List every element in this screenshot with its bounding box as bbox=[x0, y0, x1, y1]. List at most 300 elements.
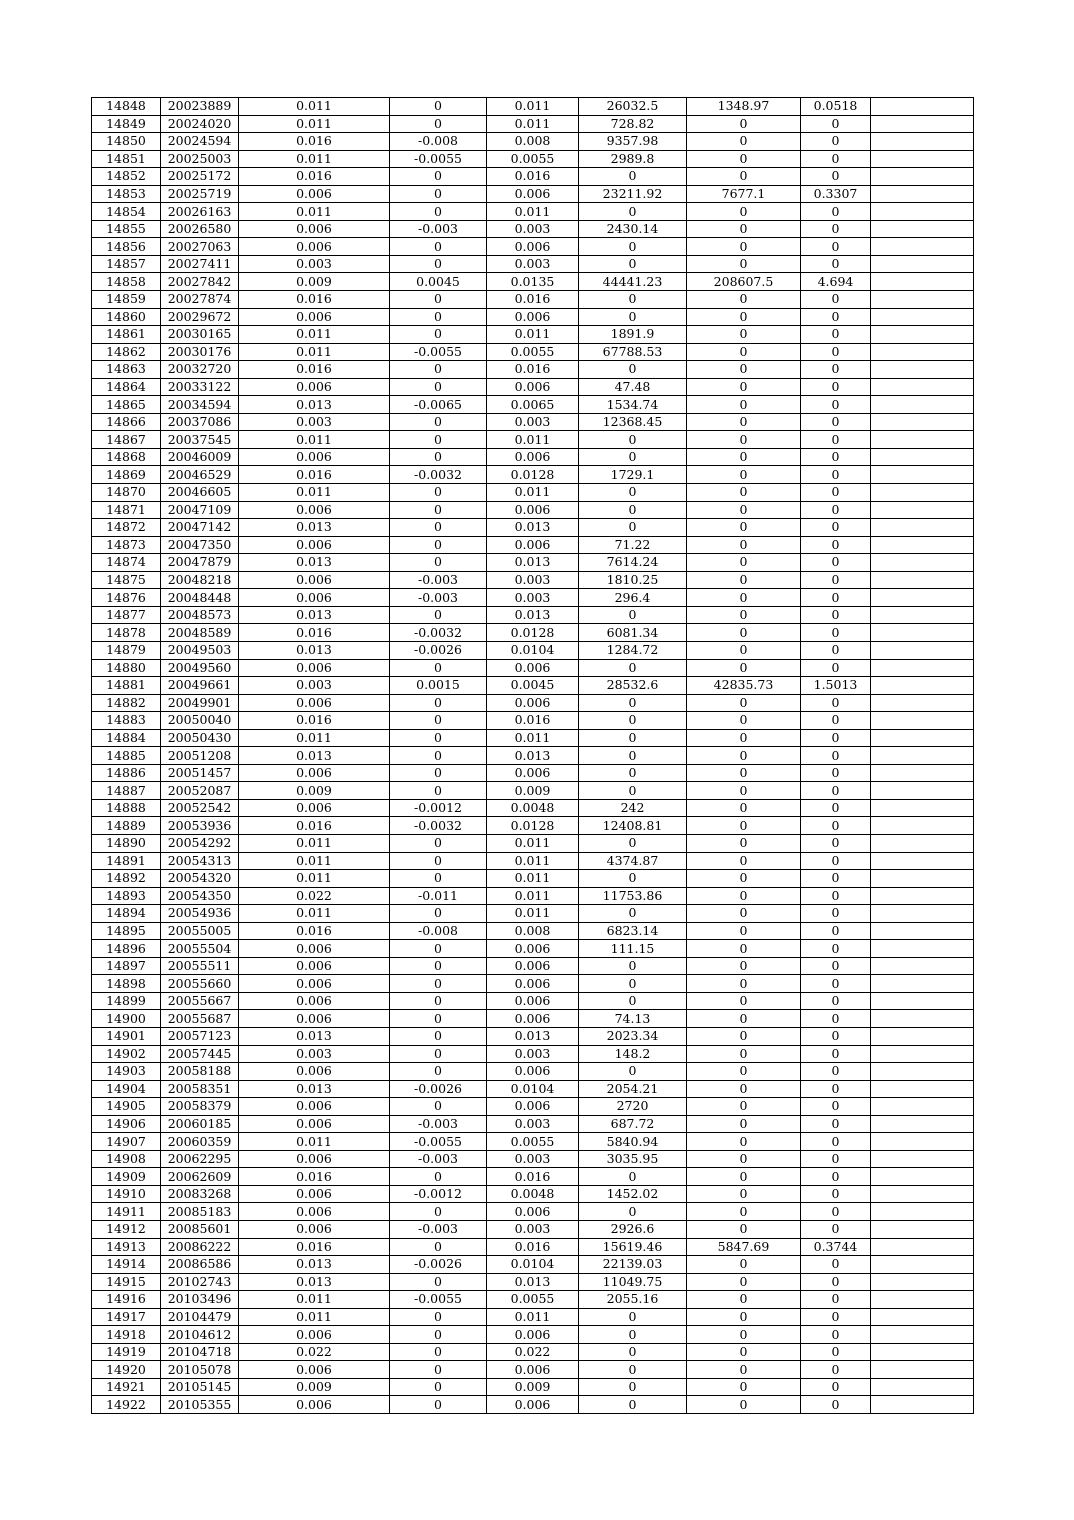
amount-b-cell: 0 bbox=[687, 1045, 801, 1063]
value-b-cell: 0 bbox=[390, 782, 487, 800]
row-index-cell: 14911 bbox=[92, 1203, 161, 1221]
value-c-cell: 0.016 bbox=[487, 168, 579, 186]
value-a-cell: 0.011 bbox=[239, 1291, 390, 1309]
row-index-cell: 14890 bbox=[92, 834, 161, 852]
value-b-cell: -0.0032 bbox=[390, 817, 487, 835]
amount-cell: 0 bbox=[579, 975, 687, 993]
amount-b-cell: 0 bbox=[687, 571, 801, 589]
value-a-cell: 0.006 bbox=[239, 1203, 390, 1221]
row-index-cell: 14866 bbox=[92, 413, 161, 431]
empty-cell bbox=[871, 694, 974, 712]
value-c-cell: 0.016 bbox=[487, 361, 579, 379]
amount-cell: 2054.21 bbox=[579, 1080, 687, 1098]
value-c-cell: 0.0128 bbox=[487, 817, 579, 835]
value-c-cell: 0.0055 bbox=[487, 150, 579, 168]
value-b-cell: 0 bbox=[390, 712, 487, 730]
row-index-cell: 14875 bbox=[92, 571, 161, 589]
amount-b-cell: 0 bbox=[687, 378, 801, 396]
ratio-cell: 0 bbox=[801, 133, 871, 151]
empty-cell bbox=[871, 255, 974, 273]
value-a-cell: 0.011 bbox=[239, 343, 390, 361]
amount-b-cell: 0 bbox=[687, 291, 801, 309]
ratio-cell: 0 bbox=[801, 1378, 871, 1396]
id-cell: 20055660 bbox=[161, 975, 239, 993]
value-a-cell: 0.006 bbox=[239, 220, 390, 238]
empty-cell bbox=[871, 448, 974, 466]
table-row bbox=[92, 975, 974, 993]
empty-cell bbox=[871, 220, 974, 238]
amount-b-cell: 0 bbox=[687, 1203, 801, 1221]
amount-b-cell: 0 bbox=[687, 764, 801, 782]
value-c-cell: 0.013 bbox=[487, 747, 579, 765]
empty-cell bbox=[871, 799, 974, 817]
row-index-cell: 14863 bbox=[92, 361, 161, 379]
amount-cell: 28532.6 bbox=[579, 677, 687, 695]
table-row bbox=[92, 606, 974, 624]
empty-cell bbox=[871, 326, 974, 344]
ratio-cell: 0 bbox=[801, 992, 871, 1010]
value-a-cell: 0.016 bbox=[239, 1168, 390, 1186]
empty-cell bbox=[871, 115, 974, 133]
id-cell: 20058351 bbox=[161, 1080, 239, 1098]
id-cell: 20086586 bbox=[161, 1256, 239, 1274]
value-c-cell: 0.003 bbox=[487, 571, 579, 589]
amount-cell: 11753.86 bbox=[579, 887, 687, 905]
amount-cell: 0 bbox=[579, 501, 687, 519]
value-c-cell: 0.0045 bbox=[487, 677, 579, 695]
id-cell: 20030176 bbox=[161, 343, 239, 361]
table-row bbox=[92, 1080, 974, 1098]
value-c-cell: 0.011 bbox=[487, 431, 579, 449]
id-cell: 20103496 bbox=[161, 1291, 239, 1309]
value-c-cell: 0.006 bbox=[487, 1326, 579, 1344]
empty-cell bbox=[871, 905, 974, 923]
value-a-cell: 0.003 bbox=[239, 413, 390, 431]
table-row bbox=[92, 519, 974, 537]
row-index-cell: 14852 bbox=[92, 168, 161, 186]
empty-cell bbox=[871, 817, 974, 835]
value-c-cell: 0.0135 bbox=[487, 273, 579, 291]
value-a-cell: 0.016 bbox=[239, 291, 390, 309]
empty-cell bbox=[871, 308, 974, 326]
value-b-cell: 0 bbox=[390, 448, 487, 466]
value-b-cell: -0.0032 bbox=[390, 466, 487, 484]
amount-cell: 0 bbox=[579, 729, 687, 747]
id-cell: 20104612 bbox=[161, 1326, 239, 1344]
id-cell: 20048589 bbox=[161, 624, 239, 642]
amount-b-cell: 0 bbox=[687, 940, 801, 958]
value-b-cell: 0 bbox=[390, 308, 487, 326]
empty-cell bbox=[871, 484, 974, 502]
table-row bbox=[92, 957, 974, 975]
value-a-cell: 0.006 bbox=[239, 378, 390, 396]
table-row bbox=[92, 992, 974, 1010]
empty-cell bbox=[871, 606, 974, 624]
value-b-cell: -0.003 bbox=[390, 1150, 487, 1168]
row-index-cell: 14848 bbox=[92, 98, 161, 116]
ratio-cell: 1.5013 bbox=[801, 677, 871, 695]
value-b-cell: 0 bbox=[390, 747, 487, 765]
amount-cell: 0 bbox=[579, 255, 687, 273]
ratio-cell: 0 bbox=[801, 799, 871, 817]
ratio-cell: 0 bbox=[801, 887, 871, 905]
row-index-cell: 14902 bbox=[92, 1045, 161, 1063]
empty-cell bbox=[871, 413, 974, 431]
table-row bbox=[92, 1326, 974, 1344]
table-row bbox=[92, 98, 974, 116]
value-b-cell: 0 bbox=[390, 870, 487, 888]
row-index-cell: 14919 bbox=[92, 1343, 161, 1361]
table-row bbox=[92, 887, 974, 905]
table-row bbox=[92, 905, 974, 923]
value-c-cell: 0.0128 bbox=[487, 466, 579, 484]
ratio-cell: 0 bbox=[801, 782, 871, 800]
value-c-cell: 0.006 bbox=[487, 238, 579, 256]
value-a-cell: 0.013 bbox=[239, 1256, 390, 1274]
value-b-cell: -0.0026 bbox=[390, 1080, 487, 1098]
id-cell: 20057445 bbox=[161, 1045, 239, 1063]
amount-b-cell: 0 bbox=[687, 343, 801, 361]
id-cell: 20054292 bbox=[161, 834, 239, 852]
value-a-cell: 0.016 bbox=[239, 361, 390, 379]
amount-b-cell: 0 bbox=[687, 1185, 801, 1203]
row-index-cell: 14887 bbox=[92, 782, 161, 800]
ratio-cell: 0 bbox=[801, 659, 871, 677]
amount-cell: 0 bbox=[579, 448, 687, 466]
row-index-cell: 14879 bbox=[92, 641, 161, 659]
empty-cell bbox=[871, 519, 974, 537]
row-index-cell: 14854 bbox=[92, 203, 161, 221]
table-row bbox=[92, 1361, 974, 1379]
empty-cell bbox=[871, 238, 974, 256]
row-index-cell: 14897 bbox=[92, 957, 161, 975]
value-a-cell: 0.013 bbox=[239, 747, 390, 765]
table-row bbox=[92, 203, 974, 221]
empty-cell bbox=[871, 1185, 974, 1203]
amount-b-cell: 0 bbox=[687, 1361, 801, 1379]
amount-cell: 1891.9 bbox=[579, 326, 687, 344]
value-a-cell: 0.006 bbox=[239, 1010, 390, 1028]
id-cell: 20051457 bbox=[161, 764, 239, 782]
empty-cell bbox=[871, 185, 974, 203]
value-c-cell: 0.003 bbox=[487, 255, 579, 273]
value-c-cell: 0.006 bbox=[487, 992, 579, 1010]
ratio-cell: 0 bbox=[801, 694, 871, 712]
value-b-cell: 0 bbox=[390, 501, 487, 519]
empty-cell bbox=[871, 1080, 974, 1098]
amount-cell: 296.4 bbox=[579, 589, 687, 607]
ratio-cell: 0 bbox=[801, 905, 871, 923]
empty-cell bbox=[871, 361, 974, 379]
amount-cell: 0 bbox=[579, 203, 687, 221]
table-row bbox=[92, 1273, 974, 1291]
empty-cell bbox=[871, 729, 974, 747]
row-index-cell: 14892 bbox=[92, 870, 161, 888]
row-index-cell: 14873 bbox=[92, 536, 161, 554]
id-cell: 20062295 bbox=[161, 1150, 239, 1168]
value-a-cell: 0.011 bbox=[239, 1133, 390, 1151]
ratio-cell: 0 bbox=[801, 326, 871, 344]
table-row bbox=[92, 396, 974, 414]
value-a-cell: 0.011 bbox=[239, 484, 390, 502]
table-row bbox=[92, 1098, 974, 1116]
id-cell: 20047350 bbox=[161, 536, 239, 554]
table-row bbox=[92, 536, 974, 554]
value-a-cell: 0.006 bbox=[239, 571, 390, 589]
table-row bbox=[92, 747, 974, 765]
amount-b-cell: 0 bbox=[687, 361, 801, 379]
ratio-cell: 0 bbox=[801, 554, 871, 572]
ratio-cell: 0 bbox=[801, 624, 871, 642]
row-index-cell: 14895 bbox=[92, 922, 161, 940]
row-index-cell: 14858 bbox=[92, 273, 161, 291]
value-a-cell: 0.013 bbox=[239, 1080, 390, 1098]
table-row bbox=[92, 712, 974, 730]
row-index-cell: 14907 bbox=[92, 1133, 161, 1151]
amount-b-cell: 0 bbox=[687, 1010, 801, 1028]
empty-cell bbox=[871, 1291, 974, 1309]
table-row bbox=[92, 466, 974, 484]
amount-cell: 0 bbox=[579, 834, 687, 852]
value-c-cell: 0.011 bbox=[487, 203, 579, 221]
value-a-cell: 0.016 bbox=[239, 712, 390, 730]
value-c-cell: 0.013 bbox=[487, 606, 579, 624]
ratio-cell: 0 bbox=[801, 291, 871, 309]
amount-cell: 0 bbox=[579, 712, 687, 730]
value-c-cell: 0.006 bbox=[487, 1098, 579, 1116]
id-cell: 20085183 bbox=[161, 1203, 239, 1221]
value-a-cell: 0.006 bbox=[239, 1185, 390, 1203]
amount-cell: 6081.34 bbox=[579, 624, 687, 642]
amount-b-cell: 0 bbox=[687, 834, 801, 852]
table-row bbox=[92, 238, 974, 256]
id-cell: 20052087 bbox=[161, 782, 239, 800]
table-row bbox=[92, 1150, 974, 1168]
value-a-cell: 0.013 bbox=[239, 641, 390, 659]
ratio-cell: 0.3307 bbox=[801, 185, 871, 203]
empty-cell bbox=[871, 554, 974, 572]
value-a-cell: 0.006 bbox=[239, 940, 390, 958]
empty-cell bbox=[871, 273, 974, 291]
row-index-cell: 14898 bbox=[92, 975, 161, 993]
amount-cell: 5840.94 bbox=[579, 1133, 687, 1151]
ratio-cell: 0 bbox=[801, 975, 871, 993]
row-index-cell: 14883 bbox=[92, 712, 161, 730]
id-cell: 20052542 bbox=[161, 799, 239, 817]
amount-b-cell: 0 bbox=[687, 957, 801, 975]
row-index-cell: 14849 bbox=[92, 115, 161, 133]
ratio-cell: 0 bbox=[801, 571, 871, 589]
table-row bbox=[92, 413, 974, 431]
amount-b-cell: 0 bbox=[687, 255, 801, 273]
id-cell: 20026163 bbox=[161, 203, 239, 221]
value-b-cell: 0 bbox=[390, 764, 487, 782]
amount-cell: 0 bbox=[579, 1378, 687, 1396]
row-index-cell: 14915 bbox=[92, 1273, 161, 1291]
value-a-cell: 0.011 bbox=[239, 150, 390, 168]
value-b-cell: 0 bbox=[390, 940, 487, 958]
table-row bbox=[92, 1291, 974, 1309]
amount-b-cell: 0 bbox=[687, 975, 801, 993]
value-b-cell: 0 bbox=[390, 291, 487, 309]
value-a-cell: 0.009 bbox=[239, 1378, 390, 1396]
value-c-cell: 0.009 bbox=[487, 782, 579, 800]
empty-cell bbox=[871, 343, 974, 361]
table-row bbox=[92, 641, 974, 659]
row-index-cell: 14851 bbox=[92, 150, 161, 168]
id-cell: 20060359 bbox=[161, 1133, 239, 1151]
value-c-cell: 0.0055 bbox=[487, 1133, 579, 1151]
id-cell: 20047879 bbox=[161, 554, 239, 572]
value-b-cell: 0 bbox=[390, 1326, 487, 1344]
row-index-cell: 14861 bbox=[92, 326, 161, 344]
amount-cell: 0 bbox=[579, 1343, 687, 1361]
ratio-cell: 0 bbox=[801, 1326, 871, 1344]
value-b-cell: -0.011 bbox=[390, 887, 487, 905]
id-cell: 20050430 bbox=[161, 729, 239, 747]
value-a-cell: 0.006 bbox=[239, 799, 390, 817]
value-c-cell: 0.008 bbox=[487, 922, 579, 940]
row-index-cell: 14884 bbox=[92, 729, 161, 747]
value-a-cell: 0.016 bbox=[239, 466, 390, 484]
row-index-cell: 14872 bbox=[92, 519, 161, 537]
amount-cell: 0 bbox=[579, 1168, 687, 1186]
value-b-cell: 0 bbox=[390, 1168, 487, 1186]
ratio-cell: 0 bbox=[801, 431, 871, 449]
table-row bbox=[92, 1185, 974, 1203]
amount-cell: 0 bbox=[579, 659, 687, 677]
table-row bbox=[92, 834, 974, 852]
id-cell: 20085601 bbox=[161, 1221, 239, 1239]
ratio-cell: 0 bbox=[801, 1063, 871, 1081]
row-index-cell: 14856 bbox=[92, 238, 161, 256]
amount-cell: 0 bbox=[579, 1396, 687, 1414]
value-b-cell: 0 bbox=[390, 484, 487, 502]
value-c-cell: 0.011 bbox=[487, 326, 579, 344]
table-row bbox=[92, 1027, 974, 1045]
table-row bbox=[92, 1115, 974, 1133]
id-cell: 20054936 bbox=[161, 905, 239, 923]
row-index-cell: 14889 bbox=[92, 817, 161, 835]
row-index-cell: 14891 bbox=[92, 852, 161, 870]
table-body bbox=[92, 98, 974, 1414]
value-c-cell: 0.006 bbox=[487, 378, 579, 396]
id-cell: 20049661 bbox=[161, 677, 239, 695]
empty-cell bbox=[871, 133, 974, 151]
id-cell: 20025003 bbox=[161, 150, 239, 168]
value-b-cell: 0 bbox=[390, 1045, 487, 1063]
amount-cell: 0 bbox=[579, 1326, 687, 1344]
value-c-cell: 0.011 bbox=[487, 905, 579, 923]
amount-cell: 44441.23 bbox=[579, 273, 687, 291]
id-cell: 20105355 bbox=[161, 1396, 239, 1414]
value-b-cell: 0 bbox=[390, 203, 487, 221]
id-cell: 20026580 bbox=[161, 220, 239, 238]
amount-cell: 0 bbox=[579, 519, 687, 537]
value-c-cell: 0.0104 bbox=[487, 1256, 579, 1274]
value-b-cell: 0 bbox=[390, 98, 487, 116]
value-a-cell: 0.016 bbox=[239, 817, 390, 835]
ratio-cell: 0 bbox=[801, 1168, 871, 1186]
table-row bbox=[92, 150, 974, 168]
table-row bbox=[92, 1238, 974, 1256]
value-c-cell: 0.006 bbox=[487, 185, 579, 203]
ratio-cell: 0 bbox=[801, 343, 871, 361]
value-b-cell: 0 bbox=[390, 957, 487, 975]
value-c-cell: 0.006 bbox=[487, 694, 579, 712]
amount-cell: 111.15 bbox=[579, 940, 687, 958]
table-row bbox=[92, 870, 974, 888]
empty-cell bbox=[871, 1115, 974, 1133]
ratio-cell: 0 bbox=[801, 361, 871, 379]
value-a-cell: 0.011 bbox=[239, 852, 390, 870]
amount-b-cell: 1348.97 bbox=[687, 98, 801, 116]
id-cell: 20058188 bbox=[161, 1063, 239, 1081]
value-b-cell: 0 bbox=[390, 1308, 487, 1326]
amount-b-cell: 0 bbox=[687, 1133, 801, 1151]
ratio-cell: 0 bbox=[801, 536, 871, 554]
amount-cell: 22139.03 bbox=[579, 1256, 687, 1274]
ratio-cell: 0 bbox=[801, 834, 871, 852]
value-a-cell: 0.011 bbox=[239, 905, 390, 923]
value-c-cell: 0.0055 bbox=[487, 343, 579, 361]
ratio-cell: 0 bbox=[801, 1185, 871, 1203]
empty-cell bbox=[871, 782, 974, 800]
id-cell: 20105145 bbox=[161, 1378, 239, 1396]
value-c-cell: 0.013 bbox=[487, 1273, 579, 1291]
value-b-cell: -0.003 bbox=[390, 1115, 487, 1133]
row-index-cell: 14877 bbox=[92, 606, 161, 624]
value-b-cell: 0 bbox=[390, 326, 487, 344]
id-cell: 20083268 bbox=[161, 1185, 239, 1203]
data-table bbox=[91, 97, 974, 1414]
table-row bbox=[92, 291, 974, 309]
row-index-cell: 14894 bbox=[92, 905, 161, 923]
row-index-cell: 14921 bbox=[92, 1378, 161, 1396]
amount-b-cell: 0 bbox=[687, 729, 801, 747]
empty-cell bbox=[871, 957, 974, 975]
empty-cell bbox=[871, 431, 974, 449]
row-index-cell: 14888 bbox=[92, 799, 161, 817]
value-a-cell: 0.011 bbox=[239, 431, 390, 449]
empty-cell bbox=[871, 1133, 974, 1151]
id-cell: 20104718 bbox=[161, 1343, 239, 1361]
empty-cell bbox=[871, 677, 974, 695]
row-index-cell: 14885 bbox=[92, 747, 161, 765]
value-a-cell: 0.006 bbox=[239, 992, 390, 1010]
row-index-cell: 14867 bbox=[92, 431, 161, 449]
ratio-cell: 0 bbox=[801, 1150, 871, 1168]
value-b-cell: 0 bbox=[390, 1378, 487, 1396]
row-index-cell: 14850 bbox=[92, 133, 161, 151]
amount-b-cell: 0 bbox=[687, 1063, 801, 1081]
value-b-cell: 0 bbox=[390, 1396, 487, 1414]
value-b-cell: 0 bbox=[390, 238, 487, 256]
id-cell: 20047109 bbox=[161, 501, 239, 519]
value-a-cell: 0.016 bbox=[239, 168, 390, 186]
id-cell: 20024594 bbox=[161, 133, 239, 151]
amount-b-cell: 0 bbox=[687, 220, 801, 238]
amount-b-cell: 0 bbox=[687, 536, 801, 554]
id-cell: 20054350 bbox=[161, 887, 239, 905]
empty-cell bbox=[871, 571, 974, 589]
empty-cell bbox=[871, 378, 974, 396]
table-row bbox=[92, 694, 974, 712]
id-cell: 20055504 bbox=[161, 940, 239, 958]
id-cell: 20046529 bbox=[161, 466, 239, 484]
empty-cell bbox=[871, 940, 974, 958]
value-a-cell: 0.006 bbox=[239, 1361, 390, 1379]
